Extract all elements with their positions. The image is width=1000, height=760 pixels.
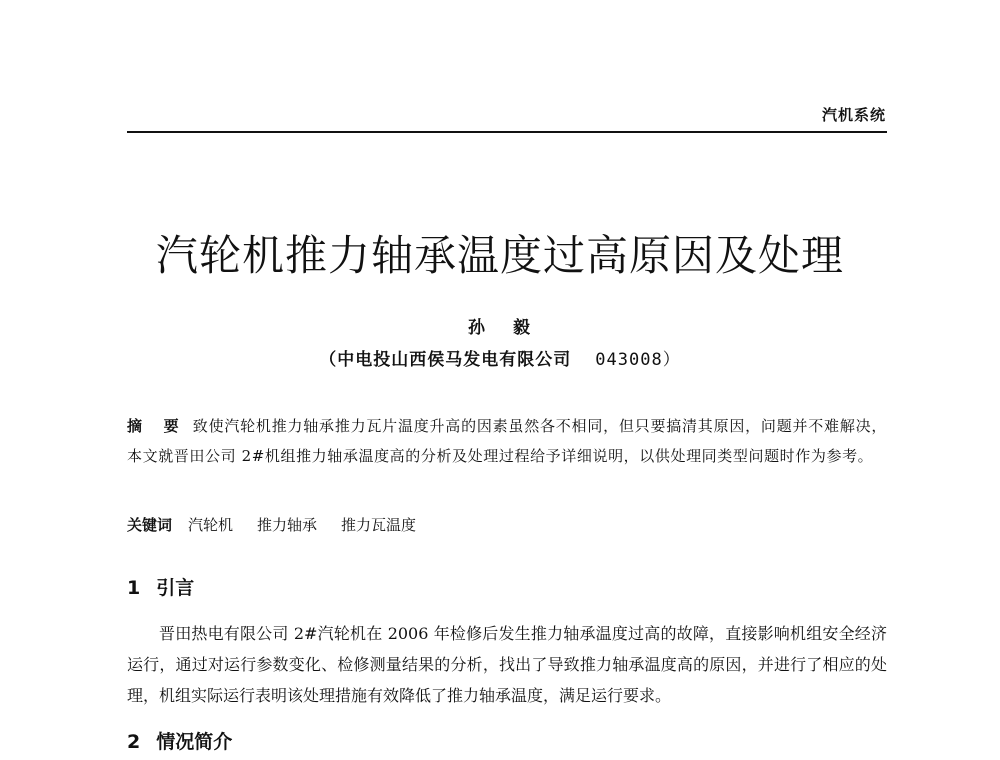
abstract xyxy=(127,411,887,471)
keywords xyxy=(127,511,887,539)
author: 孙 毅 xyxy=(468,318,532,338)
section-title: 引言 xyxy=(156,577,195,599)
keyword: 推力瓦温度 xyxy=(341,516,417,534)
running-header: 汽机系统 xyxy=(821,106,886,124)
abstract-text: 致使汽轮机推力轴承推力瓦片温度升高的因素虽然各不相同，但只要搞清其原因，问题并不难解决，本文就晋田公司 2#机组推力轴承温度高的分析及处理过程给予详细说明，以供处理同类型问题时作为参考。 xyxy=(127,417,887,465)
section-number: 1 xyxy=(127,577,141,599)
affiliation xyxy=(0,345,1000,370)
keyword: 推力轴承 xyxy=(257,516,318,534)
section-number: 2 xyxy=(127,731,141,753)
paper-title: 汽轮机推力轴承温度过高原因及处理 xyxy=(155,231,844,280)
abstract-label: 摘 要 xyxy=(127,417,187,435)
section-heading-introduction xyxy=(127,574,194,602)
affiliation-name: （中电投山西侯马发电有限公司 xyxy=(319,350,572,370)
keyword: 汽轮机 xyxy=(188,516,234,534)
affiliation-postcode: 043008） xyxy=(595,350,681,370)
section-heading-overview xyxy=(127,728,232,756)
keywords-label: 关键词 xyxy=(127,516,173,534)
section-paragraph: 晋田热电有限公司 2#汽轮机在 2006 年检修后发生推力轴承温度过高的故障，直接影响机组安全经济运行，通过对运行参数变化、检修测量结果的分析，找出了导致推力轴承温度高的原因，并进行了相应的处理，机组实际运行表明该处理措施有效降低了推力轴承温度，满足运行要求。 xyxy=(127,624,887,705)
section-title: 情况简介 xyxy=(156,731,233,753)
header-rule xyxy=(127,131,887,133)
